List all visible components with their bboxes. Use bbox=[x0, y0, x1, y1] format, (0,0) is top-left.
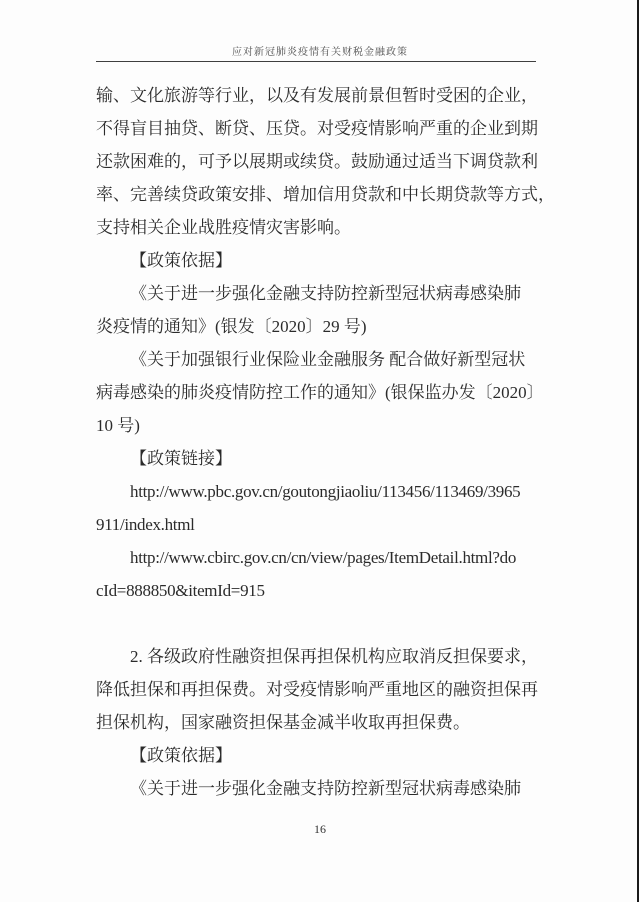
body-text bbox=[96, 79, 556, 805]
text-line: 【政策链接】 bbox=[130, 449, 232, 468]
text-line: 担保机构，国家融资担保基金减半收取再担保费。 bbox=[96, 713, 470, 732]
text-line: 10 号) bbox=[96, 416, 140, 435]
text-line: 《关于进一步强化金融支持防控新型冠状病毒感染肺 bbox=[130, 779, 521, 798]
text-line: 《关于加强银行业保险业金融服务 配合做好新型冠状 bbox=[130, 350, 526, 369]
text-line: 炎疫情的通知》(银发〔2020〕29 号) bbox=[96, 317, 367, 336]
text-line: 率、完善续贷政策安排、增加信用贷款和中长期贷款等方式， bbox=[96, 185, 555, 204]
running-header-title: 应对新冠肺炎疫情有关财税金融政策 bbox=[232, 47, 408, 58]
right-edge-scan-line bbox=[637, 0, 639, 902]
text-line: 【政策依据】 bbox=[130, 746, 232, 765]
text-line: http://www.pbc.gov.cn/goutongjiaoliu/113456/113469/3965 bbox=[130, 482, 521, 501]
text-line: 病毒感染的肺炎疫情防控工作的通知》(银保监办发〔2020〕 bbox=[96, 383, 544, 402]
text-line: 输、文化旅游等行业，以及有发展前景但暂时受困的企业， bbox=[96, 86, 538, 105]
text-line: 不得盲目抽贷、断贷、压贷。对受疫情影响严重的企业到期 bbox=[96, 119, 538, 138]
text-line: 911/index.html bbox=[96, 515, 195, 534]
text-line: http://www.cbirc.gov.cn/cn/view/pages/ItemDetail.html?do bbox=[130, 548, 517, 567]
blank-line bbox=[96, 607, 556, 640]
header-rule bbox=[96, 61, 536, 62]
text-line: 2. 各级政府性融资担保再担保机构应取消反担保要求， bbox=[130, 647, 538, 666]
text-line: 【政策依据】 bbox=[130, 251, 232, 270]
text-line: 支持相关企业战胜疫情灾害影响。 bbox=[96, 218, 351, 237]
page-number: 16 bbox=[314, 822, 326, 836]
text-line: cId=888850&itemId=915 bbox=[96, 581, 265, 600]
text-line: 降低担保和再担保费。对受疫情影响严重地区的融资担保再 bbox=[96, 680, 538, 699]
text-line: 《关于进一步强化金融支持防控新型冠状病毒感染肺 bbox=[130, 284, 521, 303]
text-line: 还款困难的，可予以展期或续贷。鼓励通过适当下调贷款利 bbox=[96, 152, 538, 171]
